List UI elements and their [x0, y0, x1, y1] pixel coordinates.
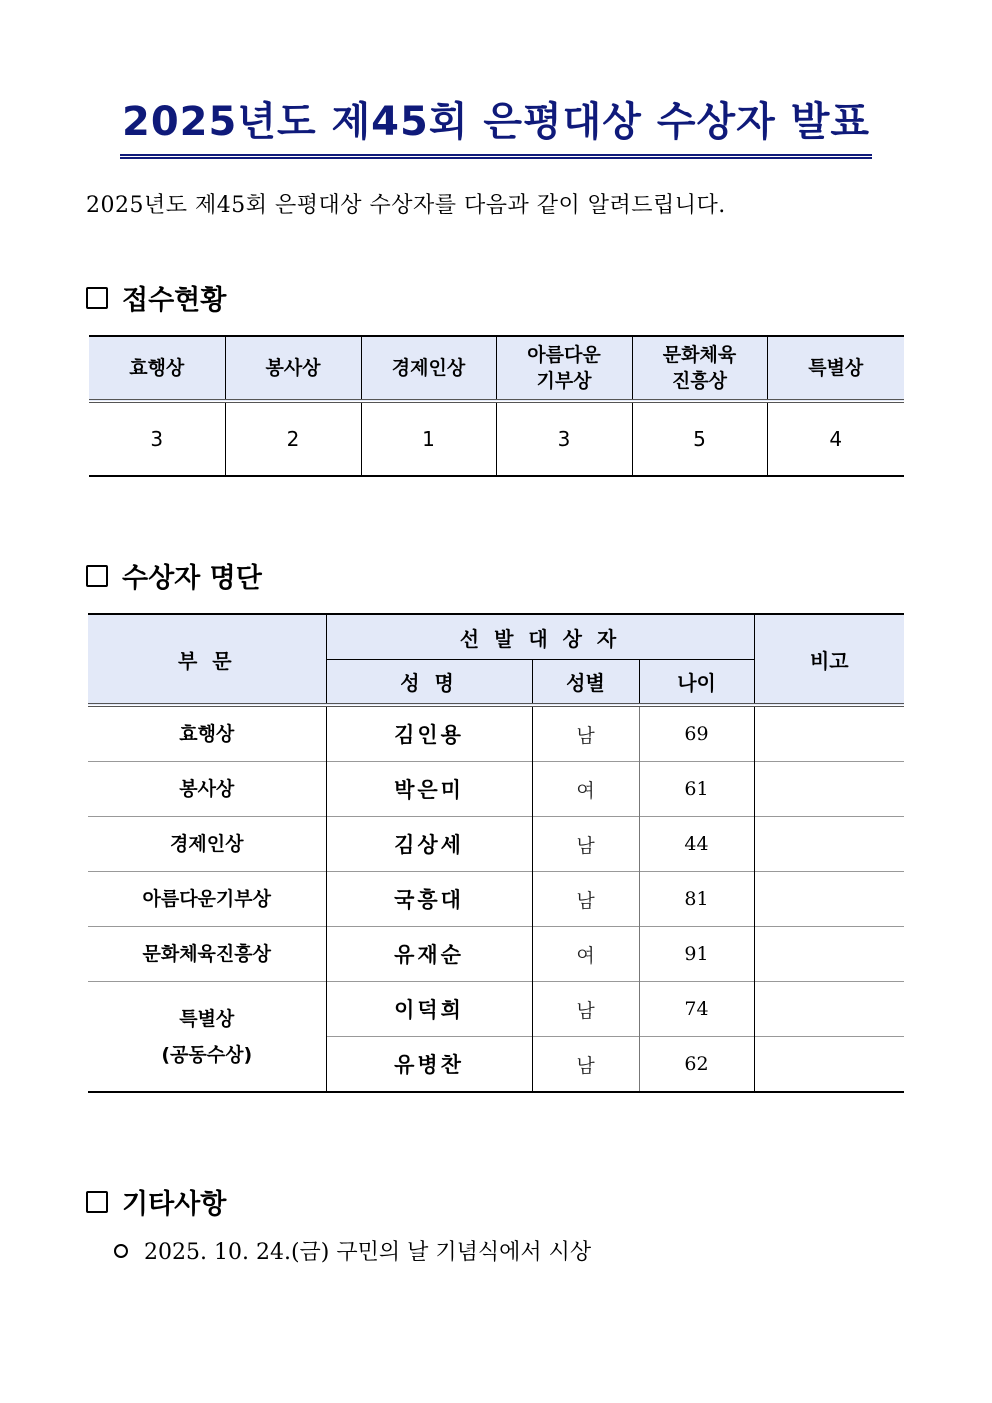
winner-name: 김상세 — [326, 817, 532, 872]
checkbox-icon — [86, 565, 108, 587]
section-reception-label: 접수현황 — [122, 285, 227, 316]
winner-note — [754, 1037, 904, 1093]
reception-header: 경제인상 — [361, 336, 496, 401]
table-row — [88, 872, 904, 927]
winner-note — [754, 927, 904, 982]
other-item-text: 2025. 10. 24.(금) 구민의 날 기념식에서 시상 — [144, 1240, 592, 1265]
winner-name: 박은미 — [326, 762, 532, 817]
header-name: 성 명 — [326, 660, 532, 706]
page-title: 2025년도 제45회 은평대상 수상자 발표 — [120, 96, 872, 159]
reception-count: 4 — [767, 401, 904, 476]
winner-gender: 남 — [532, 817, 639, 872]
winner-name: 이덕희 — [326, 982, 532, 1037]
special-category-line2: (공동수상) — [161, 1043, 253, 1066]
winner-age: 81 — [639, 872, 754, 927]
winner-note — [754, 762, 904, 817]
other-item — [114, 1235, 591, 1266]
reception-header: 효행상 — [89, 336, 225, 401]
reception-header: 특별상 — [767, 336, 904, 401]
table-row — [88, 982, 904, 1037]
winner-age: 61 — [639, 762, 754, 817]
table-row — [88, 927, 904, 982]
reception-count: 3 — [496, 401, 632, 476]
page-title-wrap — [0, 96, 992, 159]
table-row — [88, 762, 904, 817]
reception-table — [89, 335, 904, 477]
header-note: 비고 — [754, 614, 904, 705]
winner-gender: 남 — [532, 705, 639, 762]
winner-gender: 남 — [532, 872, 639, 927]
reception-count: 2 — [225, 401, 361, 476]
reception-header: 봉사상 — [225, 336, 361, 401]
winner-name: 김인용 — [326, 705, 532, 762]
winner-gender: 남 — [532, 1037, 639, 1093]
winner-age: 44 — [639, 817, 754, 872]
reception-count: 1 — [361, 401, 496, 476]
section-other-label: 기타사항 — [122, 1189, 227, 1220]
winner-category: 아름다운기부상 — [88, 872, 326, 927]
winner-name: 국흥대 — [326, 872, 532, 927]
winner-category: 효행상 — [179, 723, 235, 745]
header-age: 나이 — [639, 660, 754, 706]
winners-table — [88, 613, 904, 1093]
reception-header: 아름다운 기부상 — [496, 336, 632, 401]
table-row — [88, 705, 904, 762]
winner-gender: 남 — [532, 982, 639, 1037]
winner-gender: 여 — [532, 762, 639, 817]
winner-age: 91 — [639, 927, 754, 982]
table-row — [88, 817, 904, 872]
intro-text: 2025년도 제45회 은평대상 수상자를 다음과 같이 알려드립니다. — [86, 193, 726, 218]
winner-category-special — [88, 982, 326, 1093]
header-selected: 선 발 대 상 자 — [326, 614, 754, 660]
winner-note — [754, 982, 904, 1037]
reception-count: 5 — [632, 401, 767, 476]
winner-age: 62 — [639, 1037, 754, 1093]
circle-bullet-icon — [114, 1244, 128, 1258]
winner-note — [754, 872, 904, 927]
section-winners-label: 수상자 명단 — [122, 563, 262, 594]
special-category-line1: 특별상 — [179, 1007, 235, 1030]
header-gender: 성별 — [532, 660, 639, 706]
section-other — [86, 1182, 226, 1221]
winner-name: 유재순 — [326, 927, 532, 982]
reception-header: 문화체육 진흥상 — [632, 336, 767, 401]
winner-name: 유병찬 — [326, 1037, 532, 1093]
section-winners — [86, 556, 262, 595]
winner-category: 문화체육진흥상 — [88, 927, 326, 982]
winner-gender: 여 — [532, 927, 639, 982]
reception-count: 3 — [89, 401, 225, 476]
winner-category: 경제인상 — [88, 817, 326, 872]
winner-category: 봉사상 — [88, 762, 326, 817]
winner-note — [754, 817, 904, 872]
checkbox-icon — [86, 1191, 108, 1213]
header-category: 부 문 — [88, 614, 326, 705]
checkbox-icon — [86, 287, 108, 309]
winner-age: 74 — [639, 982, 754, 1037]
winner-age: 69 — [639, 705, 754, 762]
winner-note — [754, 705, 904, 762]
section-reception — [86, 278, 226, 317]
